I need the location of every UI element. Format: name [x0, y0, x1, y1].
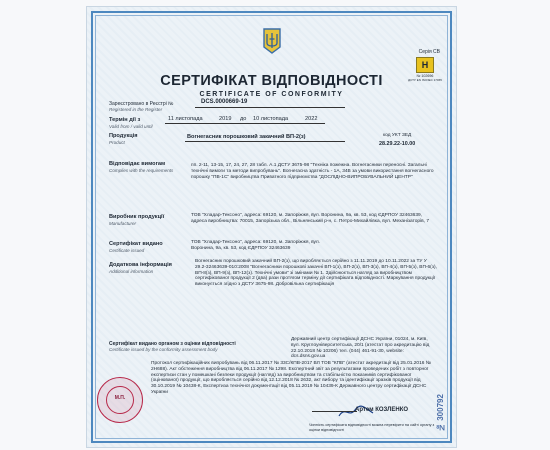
issued-label: Сертифікат видано [109, 241, 163, 247]
accreditation-logo-icon: H [416, 57, 434, 73]
product-label: Продукція [109, 133, 138, 139]
trident-emblem-icon [262, 27, 282, 55]
serial-number: № 300792 [436, 394, 445, 432]
manufacturer-value: ТОВ "Хладар-Тексоно", адреса: 69120, м. Запоріжжя, вул. Воронина, 9а, кв. 53, код ЄДРПОУ 32463639, адреса виробництва: 70015, Запорізька обл., Вільнянський р-н, с. Петро-Михайлівка, вул. Механізаторів, 7 [191, 213, 430, 224]
body-value: Державний центр сертифікації ДСНС України, 01024, м. Київ, вул. Круглоуніверситетська, 20/1 (атестат про акредитацію від 22.10.2018 № 10206) тел. (044) 461-91-30, website: dcs.dsns.gov.ua [291, 337, 430, 360]
body-label: Сертифікат видано органом з оцінки відповідності [109, 341, 236, 347]
valid-to-day: 10 листопада [253, 116, 289, 122]
issued-label-en: Certificate issued [109, 248, 145, 253]
registry-label: Зареєстровано в Реєстрі № [109, 101, 174, 107]
certificate-title: СЕРТИФІКАТ ВІДПОВІДНОСТІ [160, 73, 383, 89]
signer-name: Артем КОЗЛЕНКО [355, 407, 409, 413]
additional-label-en: Additional information [109, 269, 154, 274]
registry-number: DCS.0000669-19 [201, 99, 248, 105]
requirements-value: пп. 2-11, 13-15, 17, 24, 27, 28 табл. А.1 ДСТУ 3675-98 "Техніка пожежна. Вогнегасники переносні. Загальні технічні вимоги та методи випробувань". Вогнегасна здатність - 1А, 34В за умови використання вогнегасного порошку "ПВ-1С" виробництва Приватного підприємства "ДОСЛІДНО-ВИПРОБУВАЛЬНИЙ ЦЕНТР" [191, 163, 434, 180]
series-label: Серія СВ [418, 49, 440, 55]
valid-to-word: до [240, 116, 247, 122]
product-value: Вогнегасник порошковий закачний ВП-2(з) [187, 134, 306, 140]
issued-value: ТОВ "Хладар-Тексоно", адреса: 69120, м. Запоріжжя, вул. Воронина, 9а, кв. 53, код ЄДРПОУ 32463639 [191, 240, 320, 251]
valid-from-year: 2019 [219, 116, 232, 122]
badge-number: № 102696 [416, 74, 434, 78]
official-seal-icon: М.П. [97, 377, 143, 423]
badge-standard: ДСТУ EN ISO/IEC 17065 [408, 78, 442, 82]
registry-label-en: Registered in the Register [109, 107, 163, 112]
manufacturer-label: Виробник продукції [109, 214, 165, 220]
certificate-sheet [86, 6, 457, 448]
valid-to-year: 2022 [305, 116, 318, 122]
code-label: код УКТ ЗЕД [383, 133, 412, 138]
manufacturer-label-en: Manufacturer [109, 221, 137, 226]
valid-from-day: 11 листопада [168, 116, 203, 122]
basis-value: Протокол сертифікаційних випробувань від 06.11.2017 № 33С/КПВ-2017 ВЛ ТОВ "КПВ" (атестат акредитації від 25.01.2016 № 2H688). Акт обстеження виробництва від 06.11.2017 № 1298. Експертний звіт за результатами проведених робіт з повторної експертизи стан у помешкані безпеки продукції (нагляд) за виробництвом та стабільністю показників сертифікованої (оцінюваної) продукції, що виробляється серійно від 12.12.2018 № 2632, акт вибору та ідентифікації зразків продукції від 30.10.2019 № 10438-К, Експертиза технічної документації від 05.11.2019 № 10439-К Державного центру сертифікації ДСНС України [151, 361, 431, 395]
requirements-label: Відповідає вимогам [109, 161, 166, 167]
fine-print: Чинність сертифіката відповідності можна перевірити на сайті органу з оцінки відповідності [309, 423, 435, 432]
product-label-en: Product [109, 140, 125, 145]
additional-label: Додаткова інформація [109, 262, 172, 268]
code-value: 28.29.22-10.00 [379, 141, 416, 147]
validity-label: Термін дії з [109, 117, 141, 123]
validity-label-en: Valid from / valid until [109, 124, 153, 129]
additional-value: Вогнегасник порошковий закачний ВП-2(з), що виробляється серійно з 11.11.2019 до 10.11.2022 за ТУ У 29.2-32463639-010:2008 "Вогнегасники порошкові закачні ВП-1(з), ВП-2(з), ВП-3(з), ВП-4(з), ВП-5(з), ВП-6(з), ВП-8(з), ВП-9(з), ВП-12(з). Технічні умови" зі змінами № 1. Здійснюється нагляд за виробництвом сертифікованої продукції 2 (два) рази протягом терміну дії сертифіката відповідності. Маркування продукції виконується згідно з ДСТУ 3675-98. Добровільна сертифікація [195, 259, 437, 288]
body-label-en: Certificate issued by the conformity assessment body [109, 347, 218, 352]
requirements-label-en: Complies with the requirements [109, 168, 174, 173]
certificate-subtitle: CERTIFICATE OF CONFORMITY [199, 91, 344, 98]
